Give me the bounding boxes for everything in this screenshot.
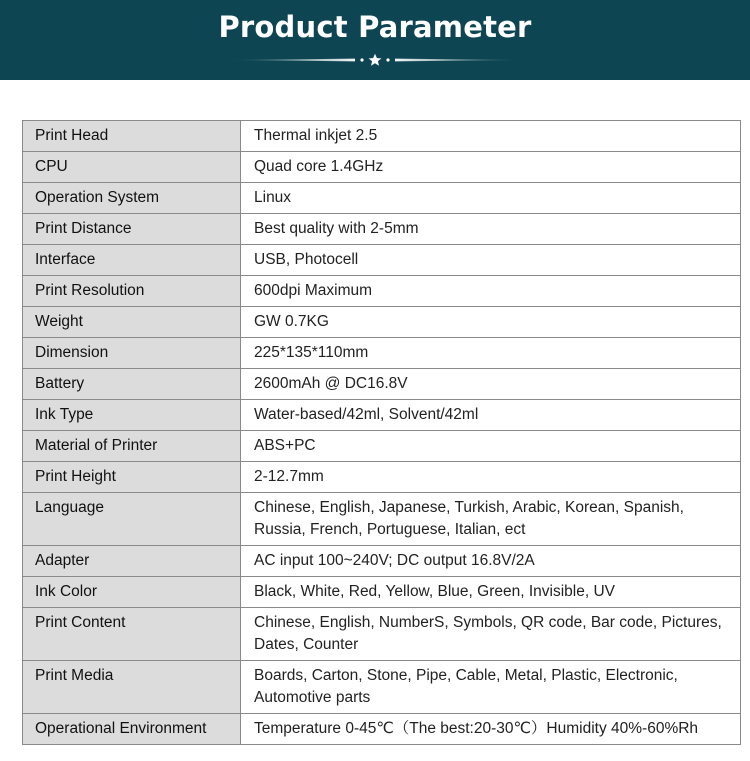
parameter-value: ABS+PC — [241, 431, 741, 462]
table-row — [23, 608, 741, 661]
table-row — [23, 431, 741, 462]
header-banner — [0, 0, 750, 80]
parameter-value: 600dpi Maximum — [241, 276, 741, 307]
parameter-label: Print Content — [23, 608, 241, 661]
parameter-table — [22, 120, 741, 745]
parameter-value: USB, Photocell — [241, 245, 741, 276]
parameter-value: AC input 100~240V; DC output 16.8V/2A — [241, 546, 741, 577]
table-row — [23, 546, 741, 577]
parameter-label: Language — [23, 493, 241, 546]
parameter-label: Print Height — [23, 462, 241, 493]
table-row — [23, 245, 741, 276]
parameter-value: 2-12.7mm — [241, 462, 741, 493]
table-row — [23, 307, 741, 338]
page-title: Product Parameter — [218, 10, 532, 44]
parameter-value: Thermal inkjet 2.5 — [241, 121, 741, 152]
table-row — [23, 462, 741, 493]
parameter-table-body — [23, 121, 741, 745]
parameter-label: Dimension — [23, 338, 241, 369]
parameter-label: Print Distance — [23, 214, 241, 245]
table-row — [23, 714, 741, 745]
parameter-value: Chinese, English, Japanese, Turkish, Arabic, Korean, Spanish, Russia, French, Portuguese, Italian, ect — [241, 493, 741, 546]
parameter-label: Print Head — [23, 121, 241, 152]
parameter-value: Linux — [241, 183, 741, 214]
table-row — [23, 493, 741, 546]
parameter-value: 225*135*110mm — [241, 338, 741, 369]
parameter-label: Interface — [23, 245, 241, 276]
parameter-value: Chinese, English, NumberS, Symbols, QR code, Bar code, Pictures, Dates, Counter — [241, 608, 741, 661]
parameter-value: GW 0.7KG — [241, 307, 741, 338]
table-row — [23, 214, 741, 245]
parameter-label: Battery — [23, 369, 241, 400]
parameter-label: Material of Printer — [23, 431, 241, 462]
table-row — [23, 183, 741, 214]
parameter-label: Print Media — [23, 661, 241, 714]
parameter-label: Ink Color — [23, 577, 241, 608]
parameter-value: Boards, Carton, Stone, Pipe, Cable, Metal, Plastic, Electronic, Automotive parts — [241, 661, 741, 714]
table-row — [23, 369, 741, 400]
parameter-value: Quad core 1.4GHz — [241, 152, 741, 183]
parameter-label: CPU — [23, 152, 241, 183]
parameter-table-container — [22, 120, 741, 745]
parameter-value: Black, White, Red, Yellow, Blue, Green, Invisible, UV — [241, 577, 741, 608]
table-row — [23, 276, 741, 307]
parameter-label: Print Resolution — [23, 276, 241, 307]
parameter-value: Temperature 0-45℃（The best:20-30℃）Humidity 40%-60%Rh — [241, 714, 741, 745]
table-row — [23, 400, 741, 431]
parameter-label: Operational Environment — [23, 714, 241, 745]
parameter-value: Best quality with 2-5mm — [241, 214, 741, 245]
star-divider-icon — [0, 51, 750, 69]
table-row — [23, 338, 741, 369]
table-row — [23, 152, 741, 183]
parameter-label: Operation System — [23, 183, 241, 214]
table-row — [23, 661, 741, 714]
parameter-label: Weight — [23, 307, 241, 338]
table-row — [23, 121, 741, 152]
parameter-value: Water-based/42ml, Solvent/42ml — [241, 400, 741, 431]
parameter-label: Adapter — [23, 546, 241, 577]
table-row — [23, 577, 741, 608]
parameter-value: 2600mAh @ DC16.8V — [241, 369, 741, 400]
parameter-label: Ink Type — [23, 400, 241, 431]
